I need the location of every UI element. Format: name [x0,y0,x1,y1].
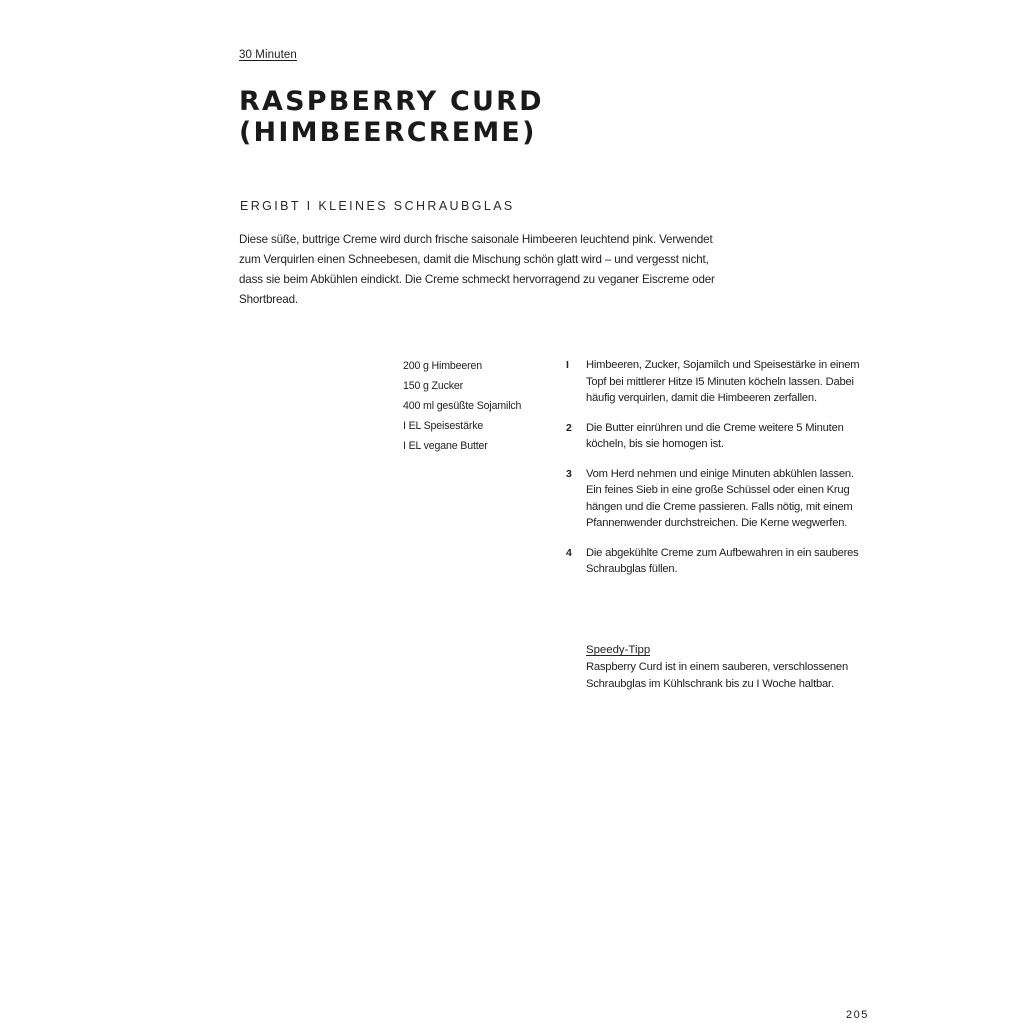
step-number: 3 [566,467,572,480]
ingredient-item: 150 g Zucker [403,380,464,392]
step-number: 4 [566,546,572,559]
method-steps [566,357,866,578]
step-number: 2 [566,421,572,434]
ingredient-item: 200 g Himbeeren [403,360,483,372]
step-text: Vom Herd nehmen und einige Minuten abkühlen lassen. Ein feines Sieb in eine große Schüssel oder einen Krug hängen und die Creme passieren. Falls nötig, mit einem Pfannenwender durchstreichen. Die Kerne wegwerfen. [586,467,854,529]
step-text: Die abgekühlte Creme zum Aufbewahren in ein sauberes Schraubglas füllen. [586,546,859,575]
recipe-title-line-1: RASPBERRY CURD [239,86,544,117]
recipe-title [239,86,544,148]
ingredient-list [403,356,521,456]
speedy-tip-box [586,641,866,692]
page-number: 205 [846,1009,869,1021]
method-step [566,420,866,453]
cooking-time-label: 30 Minuten [239,49,297,61]
step-text: Die Butter einrühren und die Creme weitere 5 Minuten köcheln, bis sie homogen ist. [586,421,844,450]
ingredient-item: 400 ml gesüßte Sojamilch [403,400,522,412]
method-step [566,545,866,578]
step-text: Himbeeren, Zucker, Sojamilch und Speisestärke in einem Topf bei mittlerer Hitze I5 Minuten köcheln lassen. Dabei häufig verquirlen, damit die Himbeeren zerfallen. [586,359,860,404]
method-step [566,466,866,532]
ingredient-item: I EL Speisestärke [403,420,484,432]
ingredient-item: I EL vegane Butter [403,440,488,452]
tip-text: Raspberry Curd ist in einem sauberen, verschlossenen Schraubglas im Kühlschrank bis zu I Woche haltbar. [586,661,848,690]
recipe-title-line-2: (HIMBEERCREME) [239,117,537,148]
method-step [566,357,866,407]
tip-title: Speedy-Tipp [586,644,651,656]
recipe-intro: Diese süße, buttrige Creme wird durch frische saisonale Himbeeren leuchtend pink. Verwendet zum Verquirlen einen Schneebesen, damit die Mischung schön glatt wird – und vergesst nicht, dass sie beim Abkühlen eindickt. Die Creme schmeckt hervorragend zu veganer Eiscreme oder Shortbread. [239,233,715,306]
recipe-yield: ERGIBT I KLEINES SCHRAUBGLAS [240,199,515,213]
step-number: I [566,359,569,371]
